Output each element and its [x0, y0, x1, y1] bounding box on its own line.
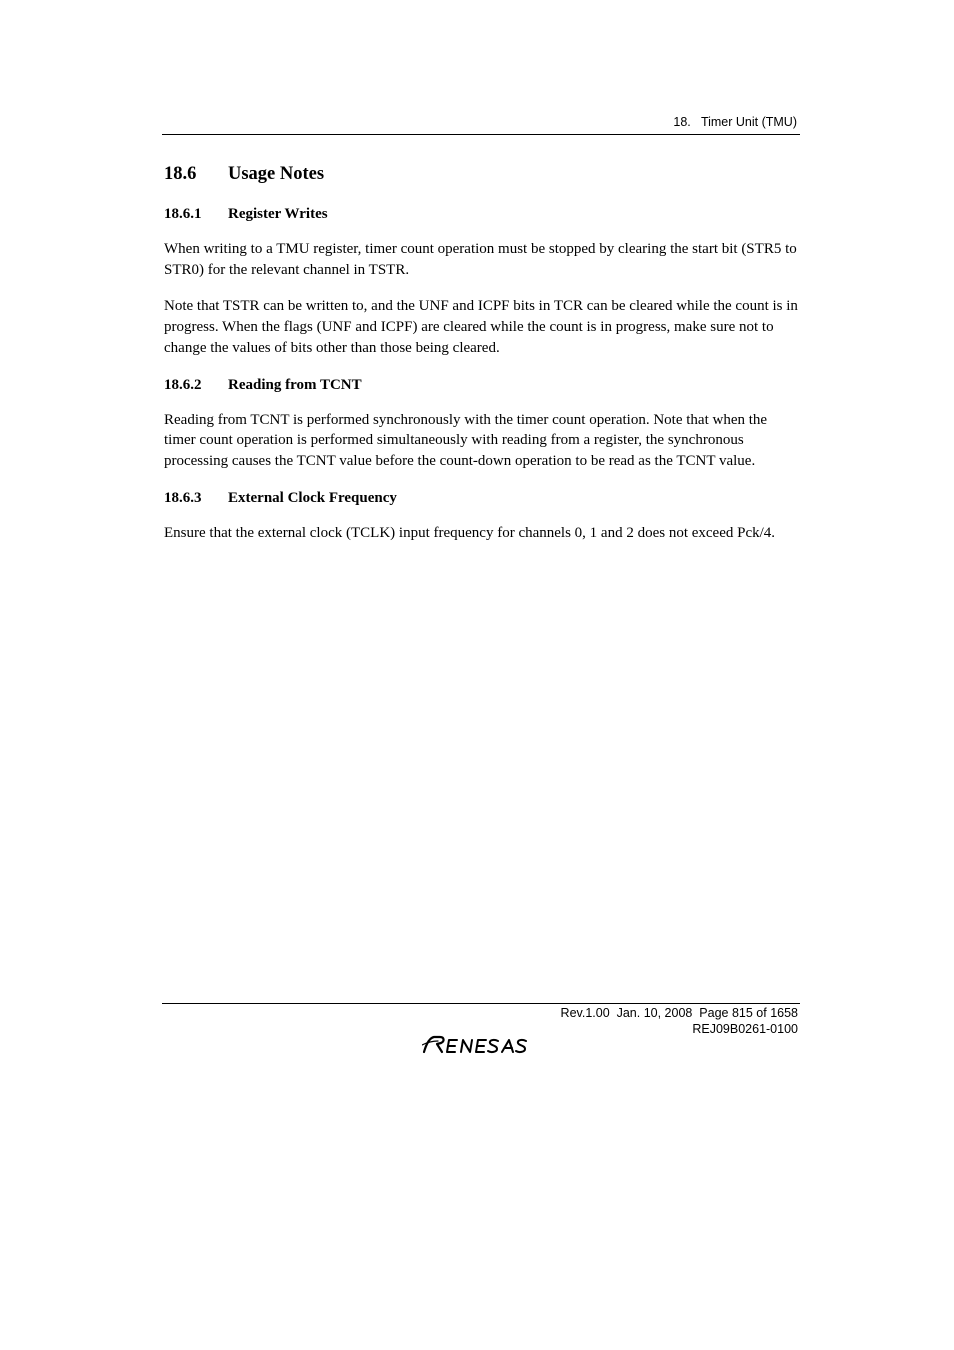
footer-info — [561, 1006, 798, 1037]
renesas-logo-icon — [422, 1033, 542, 1055]
subsection-heading — [164, 488, 800, 508]
subsection-reading-from-tcnt — [164, 375, 800, 472]
page-header — [162, 114, 800, 135]
body-paragraph: Note that TSTR can be written to, and the UNF and ICPF bits in TCR can be cleared while the count is in progress. When the flags (UNF and ICPF) are cleared while the count is in progress, make sure not to change the values of bits other than those being cleared. — [164, 298, 798, 356]
subsection-heading — [164, 375, 800, 395]
revision-line: Rev.1.00 Jan. 10, 2008 Page 815 of 1658 — [560, 1006, 798, 1020]
subsection-external-clock-frequency — [164, 488, 800, 544]
page-footer — [162, 1003, 800, 1036]
subsection-number: 18.6.3 — [164, 489, 202, 506]
subsection-title: External Clock Frequency — [228, 489, 397, 506]
body-paragraph: Reading from TCNT is performed synchronously with the timer count operation. Note that when the timer count operation is performed simultaneously with reading from a register, the synchronous processing causes the TCNT value before the count-down operation to be read as the TCNT value. — [164, 411, 768, 469]
subsection-register-writes — [164, 204, 800, 359]
section-heading — [164, 162, 800, 186]
section-title: Usage Notes — [228, 164, 325, 184]
running-title: 18. Timer Unit (TMU) — [673, 115, 797, 129]
page-content — [164, 162, 800, 559]
subsection-title: Reading from TCNT — [228, 376, 362, 393]
subsection-heading — [164, 204, 800, 224]
body-paragraph: When writing to a TMU register, timer count operation must be stopped by clearing the start bit (STR5 to STR0) for the relevant channel in TSTR. — [164, 241, 797, 278]
section-number: 18.6 — [164, 164, 197, 184]
subsection-number: 18.6.2 — [164, 376, 202, 393]
body-paragraph: Ensure that the external clock (TCLK) input frequency for channels 0, 1 and 2 does not exceed Pck/4. — [164, 524, 776, 541]
subsection-title: Register Writes — [228, 206, 328, 222]
document-code: REJ09B0261-0100 — [692, 1021, 798, 1036]
subsection-number: 18.6.1 — [164, 206, 202, 222]
